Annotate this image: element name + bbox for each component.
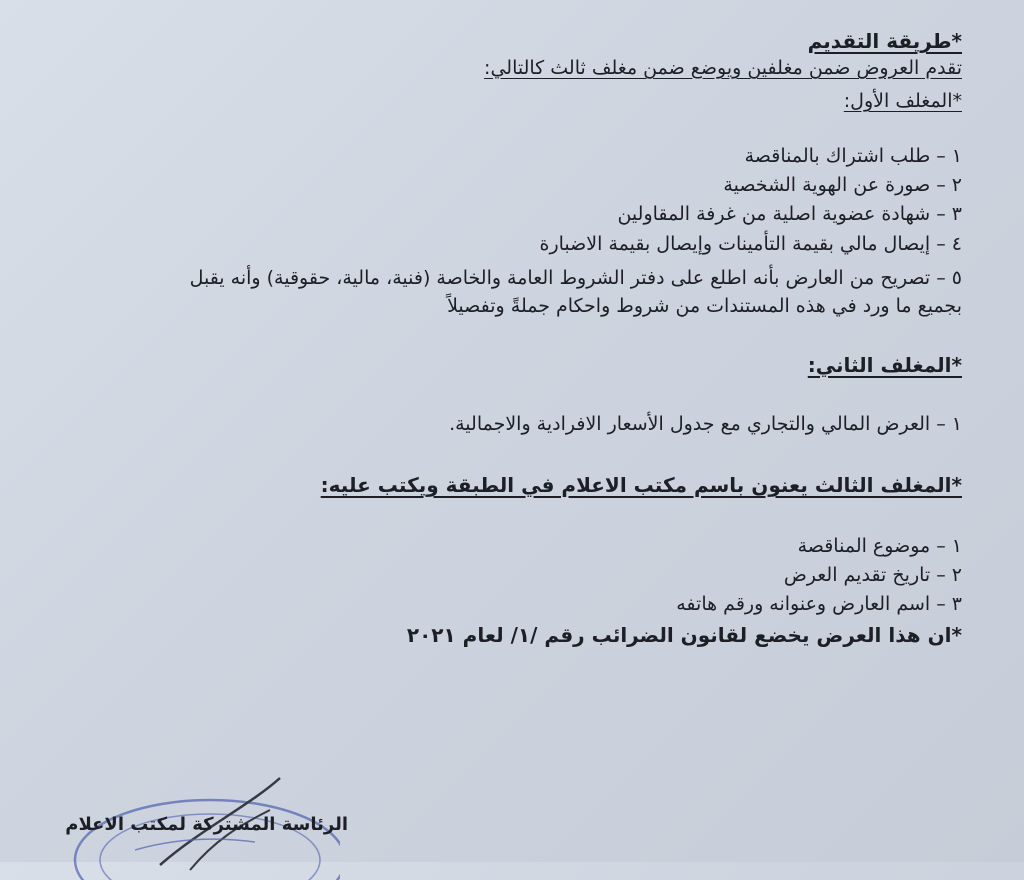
envelope-1-item: ٤ – إيصال مالي بقيمة التأمينات وإيصال بقيمة الاضبارة [539, 233, 962, 255]
section-title: *طريقة التقديم [807, 29, 962, 53]
envelope-3-item: ٢ – تاريخ تقديم العرض [783, 564, 962, 586]
tax-note: *ان هذا العرض يخضع لقانون الضرائب رقم /١/ لعام ٢٠٢١ [406, 623, 962, 647]
envelope-1-item-continued: بجميع ما ورد في هذه المستندات من شروط واحكام جملةً وتفصيلاً [447, 295, 962, 317]
envelope-1-item: ١ – طلب اشتراك بالمناقصة [744, 145, 962, 167]
envelope-3-heading: *المغلف الثالث يعنون باسم مكتب الاعلام في الطبقة ويكتب عليه: [320, 473, 962, 497]
envelope-1-item: ٢ – صورة عن الهوية الشخصية [723, 174, 962, 196]
envelope-2-item: ١ – العرض المالي والتجاري مع جدول الأسعار الافرادية والاجمالية. [449, 413, 962, 435]
intro-text: تقدم العروض ضمن مغلفين ويوضع ضمن مغلف ثالث كالتالي: [484, 57, 962, 79]
envelope-1-item: ٥ – تصريح من العارض بأنه اطلع على دفتر الشروط العامة والخاصة (فنية، مالية، حقوقية) وأنه يقبل [189, 267, 962, 289]
envelope-3-item: ٣ – اسم العارض وعنوانه ورقم هاتفه [676, 593, 962, 615]
envelope-2-heading: *المغلف الثاني: [807, 353, 962, 377]
signature-line: الرئاسة المشتركة لمكتب الاعلام [65, 814, 348, 835]
envelope-1-item: ٣ – شهادة عضوية اصلية من غرفة المقاولين [617, 203, 962, 225]
envelope-1-heading: *المغلف الأول: [843, 90, 962, 112]
envelope-3-item: ١ – موضوع المناقصة [797, 535, 962, 557]
